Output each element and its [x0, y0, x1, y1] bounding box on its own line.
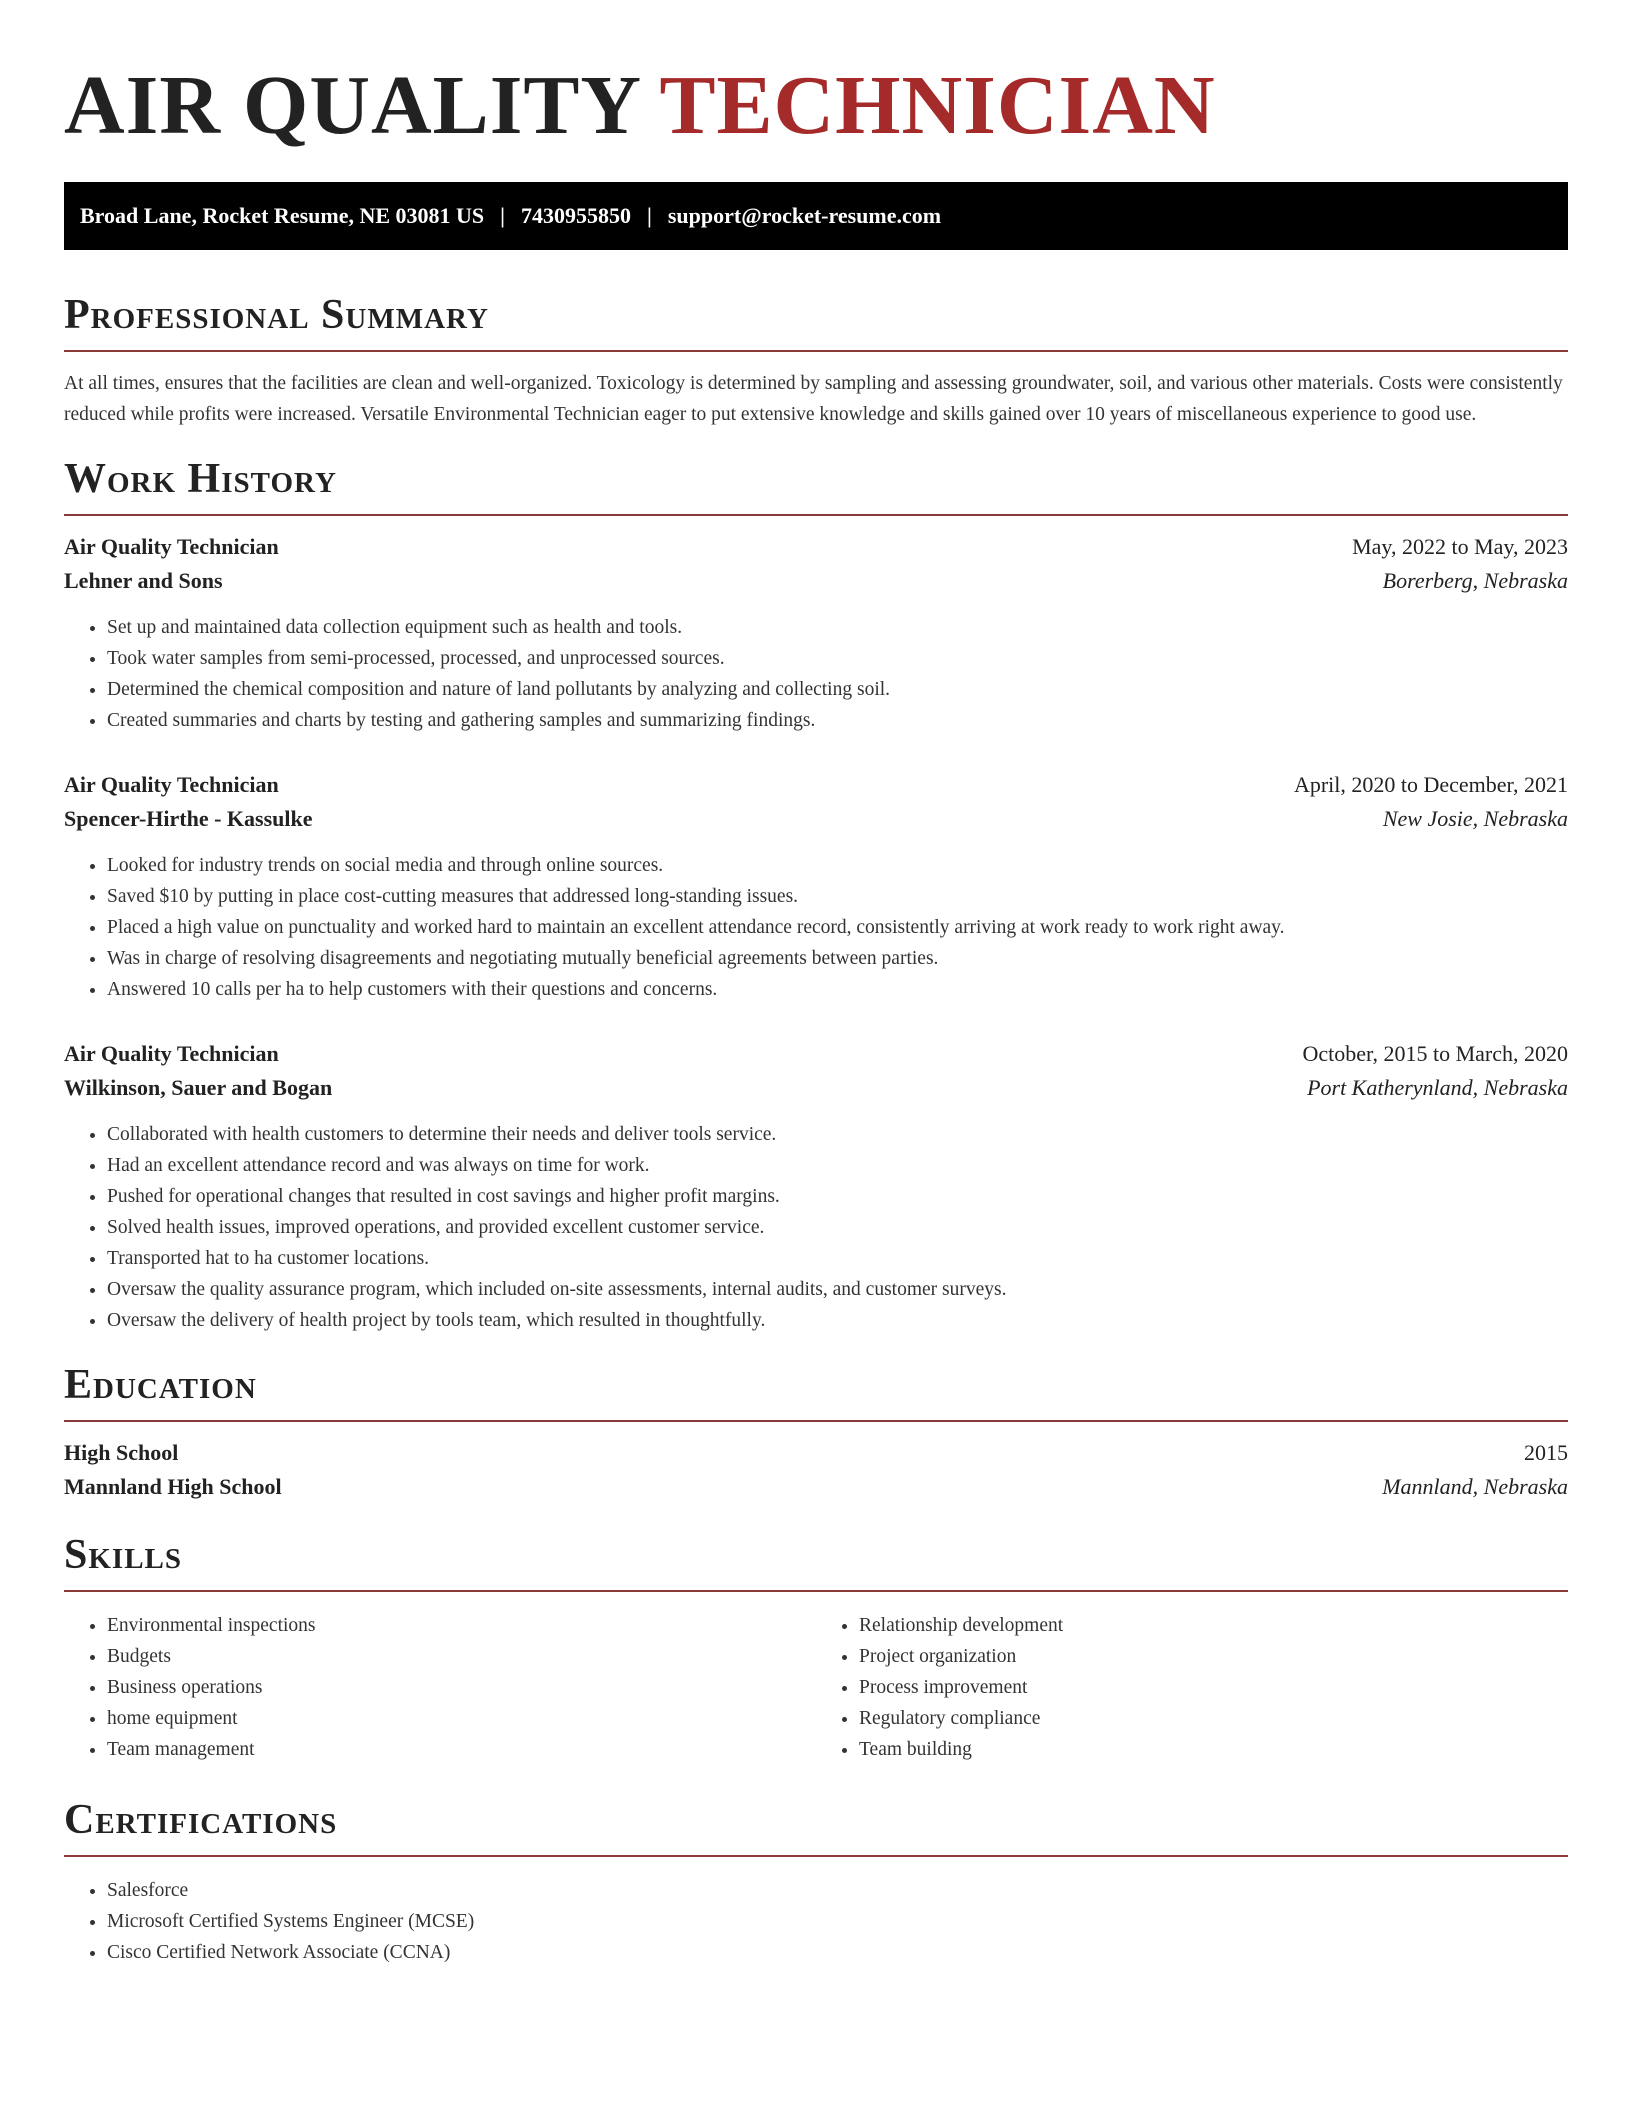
education-year: 2015: [1524, 1440, 1568, 1465]
job-bullet: • Pushed for operational changes that resulted in cost savings and higher profit margins.: [107, 1181, 1568, 1212]
skill-item: • Team building: [859, 1734, 1568, 1765]
job-bullet: • Placed a high value on punctuality and worked hard to maintain an excellent attendance record, consistently arriving at work ready to work right away.: [107, 912, 1568, 943]
job-bullet: • Set up and maintained data collection equipment such as health and tools.: [107, 612, 1568, 643]
summary-text: At all times, ensures that the facilities are clean and well-organized. Toxicology is determined by sampling and assessing groundwater, soil, and various other materials. Costs were consistently reduced while profits were increased. Versatile Environmental Technician eager to put extensive knowledge and skills gained over 10 years of miscellaneous experience to good use.: [64, 373, 1563, 425]
skill-item: • Business operations: [107, 1672, 816, 1703]
certifications-list: [64, 1875, 1568, 1968]
job-bullet: • Was in charge of resolving disagreements and negotiating mutually beneficial agreements between parties.: [107, 943, 1568, 974]
certification-item: • Salesforce: [107, 1875, 1568, 1906]
job-dates: October, 2015 to March, 2020: [1302, 1041, 1568, 1066]
job-dates: May, 2022 to May, 2023: [1352, 534, 1568, 559]
job-dates: April, 2020 to December, 2021: [1293, 772, 1568, 797]
job-bullet: • Answered 10 calls per ha to help customers with their questions and concerns.: [107, 974, 1568, 1005]
job-role: Air Quality Technician: [64, 534, 279, 559]
skill-item: • Budgets: [107, 1641, 816, 1672]
job-location: Borerberg, Nebraska: [1382, 568, 1568, 593]
job-bullet: • Oversaw the quality assurance program, which included on-site assessments, internal audits, and customer surveys.: [107, 1274, 1568, 1305]
job-bullet: • Looked for industry trends on social media and through online sources.: [107, 850, 1568, 881]
skill-item: • Project organization: [859, 1641, 1568, 1672]
certifications-title: Certifications: [64, 1799, 1568, 1857]
job-bullet: • Oversaw the delivery of health project by tools team, which resulted in thoughtfully.: [107, 1305, 1568, 1336]
contact-separator: |: [500, 203, 506, 228]
skills-grid: [64, 1592, 1568, 1765]
skills-list-right: [816, 1610, 1568, 1765]
education-school: Mannland High School: [64, 1474, 282, 1499]
job-bullets: [64, 1119, 1568, 1336]
contact-email: support@rocket-resume.com: [667, 203, 942, 228]
skill-item: • Environmental inspections: [107, 1610, 816, 1641]
job-location: Port Katherynland, Nebraska: [1307, 1075, 1568, 1100]
job-entry: [64, 534, 1568, 736]
skills-section: [64, 1534, 1568, 1765]
education-section: [64, 1364, 1568, 1500]
job-entry: [64, 1041, 1568, 1336]
job-bullet: • Collaborated with health customers to determine their needs and deliver tools service.: [107, 1119, 1568, 1150]
certifications-section: [64, 1799, 1568, 1968]
job-company: Spencer-Hirthe - Kassulke: [64, 806, 313, 831]
education-degree: High School: [64, 1440, 179, 1465]
job-bullets: [64, 612, 1568, 736]
job-bullets: [64, 850, 1568, 1005]
job-bullet: • Took water samples from semi-processed, processed, and unprocessed sources.: [107, 643, 1568, 674]
skill-item: • Process improvement: [859, 1672, 1568, 1703]
job-bullet: • Determined the chemical composition and nature of land pollutants by analyzing and collecting soil.: [107, 674, 1568, 705]
certification-item: • Cisco Certified Network Associate (CCNA): [107, 1937, 1568, 1968]
education-location: Mannland, Nebraska: [1382, 1474, 1568, 1499]
contact-separator: |: [647, 203, 652, 228]
skills-list-left: [64, 1610, 816, 1765]
summary-title: Professional Summary: [64, 294, 1568, 352]
contact-address: Broad Lane, Rocket Resume, NE 03081 US: [80, 203, 485, 228]
job-bullet: • Transported hat to ha customer locations.: [107, 1243, 1568, 1274]
education-entry: [64, 1440, 1568, 1500]
resume-name: [64, 59, 1568, 152]
skill-item: • Regulatory compliance: [859, 1703, 1568, 1734]
name-last: TECHNICIAN: [659, 59, 1216, 152]
job-bullet: • Saved $10 by putting in place cost-cutting measures that addressed long-standing issues.: [107, 881, 1568, 912]
certification-item: • Microsoft Certified Systems Engineer (MCSE): [107, 1906, 1568, 1937]
work-history-title: Work History: [64, 458, 1568, 516]
job-company: Wilkinson, Sauer and Bogan: [64, 1075, 333, 1100]
contact-bar: [64, 182, 1568, 250]
job-bullet: • Created summaries and charts by testing and gathering samples and summarizing findings.: [107, 705, 1568, 736]
job-location: New Josie, Nebraska: [1382, 806, 1568, 831]
skills-title: Skills: [64, 1534, 1568, 1592]
work-history-section: [64, 458, 1568, 1336]
job-bullet: • Solved health issues, improved operations, and provided excellent customer service.: [107, 1212, 1568, 1243]
skill-item: • Team management: [107, 1734, 816, 1765]
job-role: Air Quality Technician: [64, 1041, 279, 1066]
job-bullet: • Had an excellent attendance record and was always on time for work.: [107, 1150, 1568, 1181]
education-title: Education: [64, 1364, 1568, 1422]
name-first: AIR QUALITY: [64, 59, 639, 152]
job-company: Lehner and Sons: [64, 568, 223, 593]
job-entry: [64, 772, 1568, 1005]
job-role: Air Quality Technician: [64, 772, 279, 797]
skill-item: • home equipment: [107, 1703, 816, 1734]
contact-phone: 7430955850: [521, 203, 632, 228]
summary-section: [64, 294, 1568, 430]
skill-item: • Relationship development: [859, 1610, 1568, 1641]
